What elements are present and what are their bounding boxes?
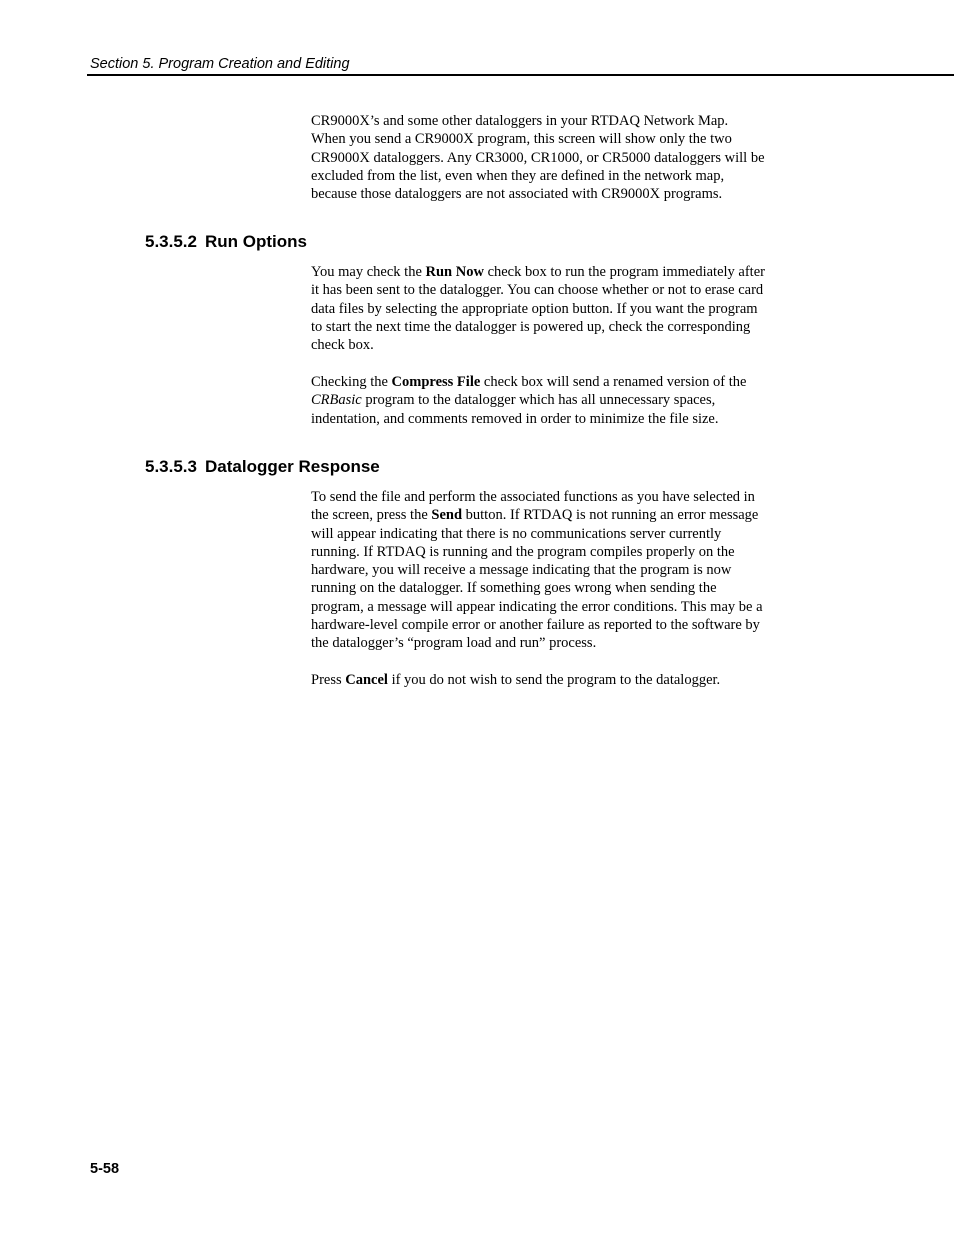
send-term: Send xyxy=(431,507,463,524)
intro-line: excluded from the list, even when they are defined in the network map, xyxy=(311,167,725,184)
run-options-paragraph-2 xyxy=(311,373,811,428)
cancel-term: Cancel xyxy=(345,672,388,688)
text-run: Press xyxy=(311,672,346,688)
text-run: will appear indicating that there is no communications server currently xyxy=(311,525,722,542)
intro-line: When you send a CR9000X program, this screen will show only the two xyxy=(311,131,732,148)
text-run: program to the datalogger which has all unnecessary spaces, xyxy=(361,392,716,409)
heading-run-options xyxy=(145,232,307,252)
run-options-paragraph-1 xyxy=(311,263,811,354)
text-run: program, a message will appear indicating the error conditions. This may be a xyxy=(311,598,763,615)
text-run: button. If RTDAQ is not running an error message xyxy=(462,507,759,524)
response-paragraph-1 xyxy=(311,488,811,653)
intro-paragraph xyxy=(311,112,811,203)
response-paragraph-2 xyxy=(311,671,811,689)
text-run: check box will send a renamed version of the xyxy=(480,374,747,390)
text-run: hardware-level compile error or another failure as reported to the software by xyxy=(311,617,760,634)
run-now-term: Run Now xyxy=(425,264,484,280)
section-title: Datalogger Response xyxy=(205,457,380,476)
text-run: data files by selecting the appropriate option button. If you want the program xyxy=(311,300,758,317)
heading-datalogger-response xyxy=(145,457,380,477)
text-run: running on the datalogger. If something goes wrong when sending the xyxy=(311,580,717,597)
text-run: the datalogger’s “program load and run” process. xyxy=(311,635,597,652)
intro-line: CR9000X’s and some other dataloggers in your RTDAQ Network Map. xyxy=(311,113,729,129)
running-header: Section 5. Program Creation and Editing xyxy=(90,56,350,72)
compress-file-term: Compress File xyxy=(391,374,481,390)
crbasic-term: CRBasic xyxy=(311,392,362,409)
text-run: if you do not wish to send the program to the datalogger. xyxy=(387,672,721,688)
section-title: Run Options xyxy=(205,232,307,251)
intro-line: because those dataloggers are not associated with CR9000X programs. xyxy=(311,186,723,203)
text-run: indentation, and comments removed in order to minimize the file size. xyxy=(311,410,719,427)
text-run: running. If RTDAQ is running and the program compiles properly on the xyxy=(311,543,735,560)
text-run: You may check the xyxy=(311,264,426,280)
page-number: 5-58 xyxy=(90,1161,120,1177)
text-run: Checking the xyxy=(311,374,392,390)
header-rule xyxy=(87,74,954,76)
text-run: check box. xyxy=(311,337,374,354)
section-number: 5.3.5.2 xyxy=(145,232,197,251)
text-run: hardware, you will receive a message indicating that the program is now xyxy=(311,562,732,579)
text-run: To send the file and perform the associated functions as you have selected in xyxy=(311,489,755,505)
text-run: to start the next time the datalogger is powered up, check the corresponding xyxy=(311,318,751,335)
section-number: 5.3.5.3 xyxy=(145,457,197,476)
intro-line: CR9000X dataloggers. Any CR3000, CR1000, or CR5000 dataloggers will be xyxy=(311,149,765,166)
text-run: it has been sent to the datalogger. You can choose whether or not to erase card xyxy=(311,282,764,299)
text-run: the screen, press the xyxy=(311,507,432,524)
text-run: check box to run the program immediately after xyxy=(483,264,765,280)
